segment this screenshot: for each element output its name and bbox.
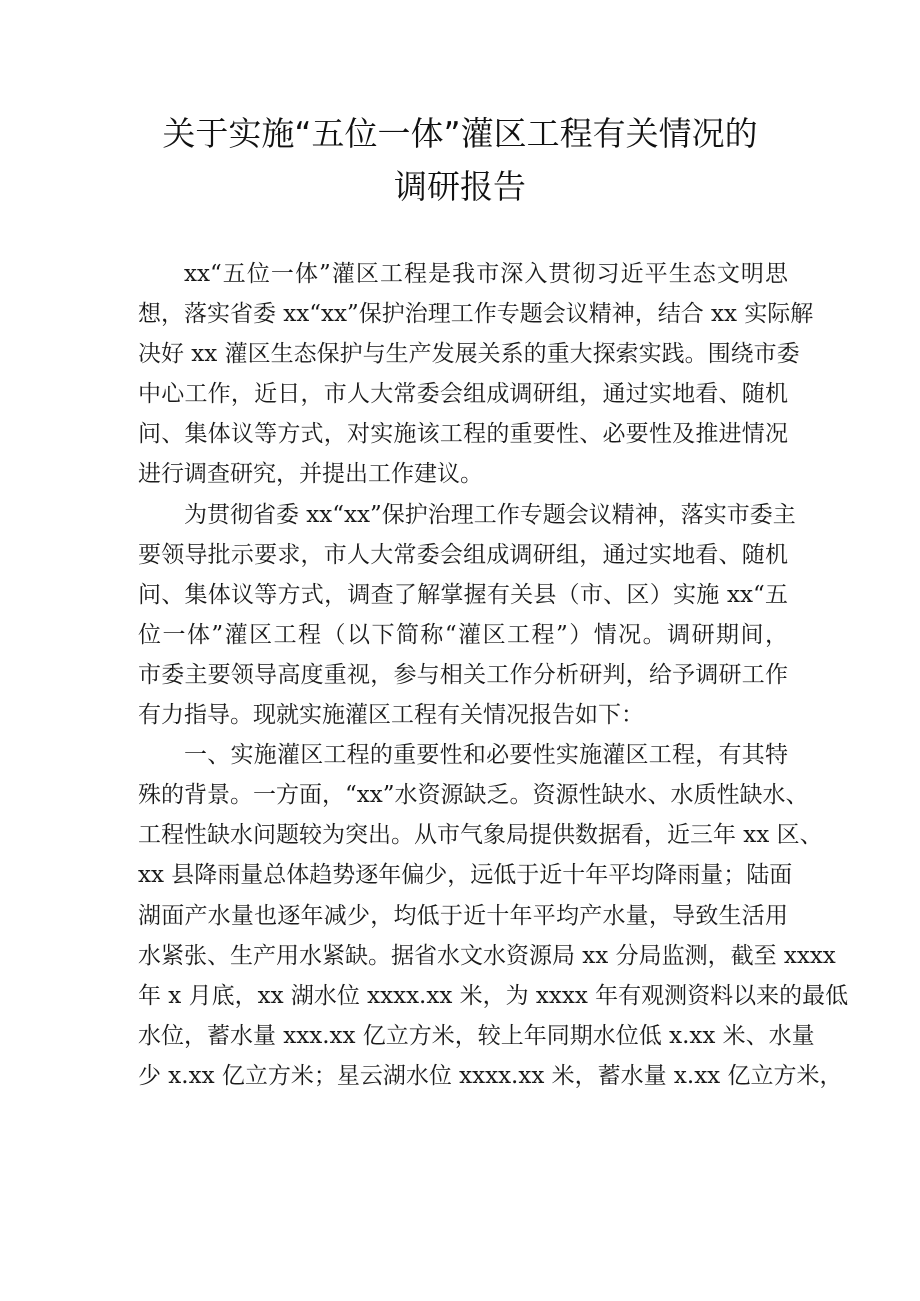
paragraph-1-line: 中心工作，近日，市人大常委会组成调研组，通过实地看、随机 <box>138 381 788 408</box>
paragraph-2-line: 问、集体议等方式，调查了解掌握有关县（市、区）实施 xx“五 <box>138 581 788 608</box>
paragraph-3-line: 一、实施灌区工程的重要性和必要性实施灌区工程，有其特 <box>184 742 788 769</box>
paragraph-3-line: xx 县降雨量总体趋势逐年偏少，远低于近十年平均降雨量；陆面 <box>138 862 793 889</box>
paragraph-2-line: 要领导批示要求，市人大常委会组成调研组，通过实地看、随机 <box>138 541 788 568</box>
paragraph-1-line: 决好 xx 灌区生态保护与生产发展关系的重大探索实践。围绕市委 <box>138 341 800 368</box>
paragraph-1-line: 进行调查研究，并提出工作建议。 <box>138 461 483 488</box>
paragraph-3-line: 湖面产水量也逐年减少，均低于近十年平均产水量，导致生活用 <box>138 902 788 929</box>
paragraph-3-line: 水位，蓄水量 xxx.xx 亿立方米，较上年同期水位低 x.xx 米、水量 <box>138 1022 815 1049</box>
paragraph-3-line: 年 x 月底，xx 湖水位 xxxx.xx 米，为 xxxx 年有观测资料以来的最低 <box>138 982 849 1009</box>
paragraph-3-line: 工程性缺水问题较为突出。从市气象局提供数据看，近三年 xx 区、 <box>138 822 823 849</box>
paragraph-3-line: 殊的背景。一方面，“xx”水资源缺乏。资源性缺水、水质性缺水、 <box>138 782 809 809</box>
document-body <box>138 254 849 1096</box>
paragraph-2-line: 为贯彻省委 xx“xx”保护治理工作专题会议精神，落实市委主 <box>184 501 796 528</box>
document-title-line-1: 关于实施“五位一体”灌区工程有关情况的 <box>162 114 758 153</box>
paragraph-2-line: 有力指导。现就实施灌区工程有关情况报告如下： <box>138 702 644 729</box>
paragraph-1-line: 想，落实省委 xx“xx”保护治理工作专题会议精神，结合 xx 实际解 <box>138 301 814 328</box>
paragraph-3-line: 少 x.xx 亿立方米；星云湖水位 xxxx.xx 米，蓄水量 x.xx 亿立方米， <box>138 1062 843 1089</box>
paragraph-1-line: xx“五位一体”灌区工程是我市深入贯彻习近平生态文明思 <box>184 261 788 287</box>
paragraph-3-line: 水紧张、生产用水紧缺。据省水文水资源局 xx 分局监测，截至 xxxx <box>138 942 836 969</box>
document-title-line-2: 调研报告 <box>394 167 526 206</box>
paragraph-1-line: 问、集体议等方式，对实施该工程的重要性、必要性及推进情况 <box>138 421 788 448</box>
paragraph-2-line: 位一体”灌区工程（以下简称“灌区工程”）情况。调研期间， <box>138 621 788 648</box>
paragraph-2-line: 市委主要领导高度重视，参与相关工作分析研判，给予调研工作 <box>138 661 788 688</box>
